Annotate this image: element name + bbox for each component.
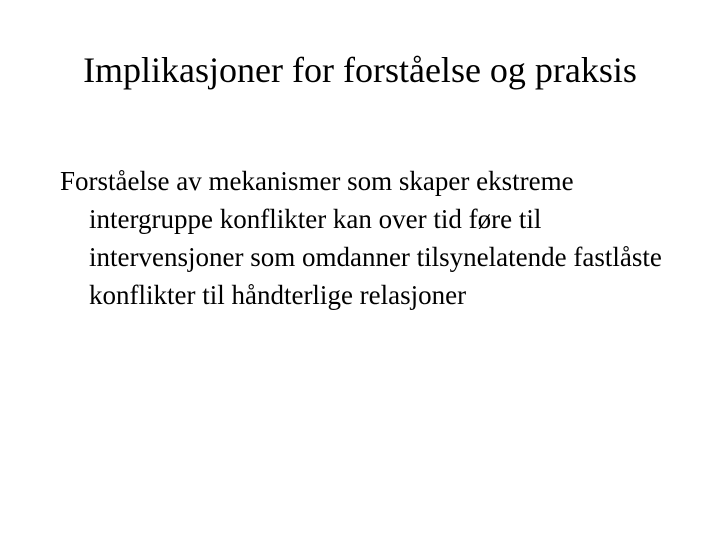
slide-title: Implikasjoner for forståelse og praksis (83, 50, 637, 90)
slide-body (60, 162, 680, 314)
body-paragraph: Forståelse av mekanismer som skaper ekstreme intergruppe konflikter kan over tid føre til intervensjoner som omdanner tilsynelatende fastlåste konflikter til håndterlige relasjoner (60, 166, 662, 310)
